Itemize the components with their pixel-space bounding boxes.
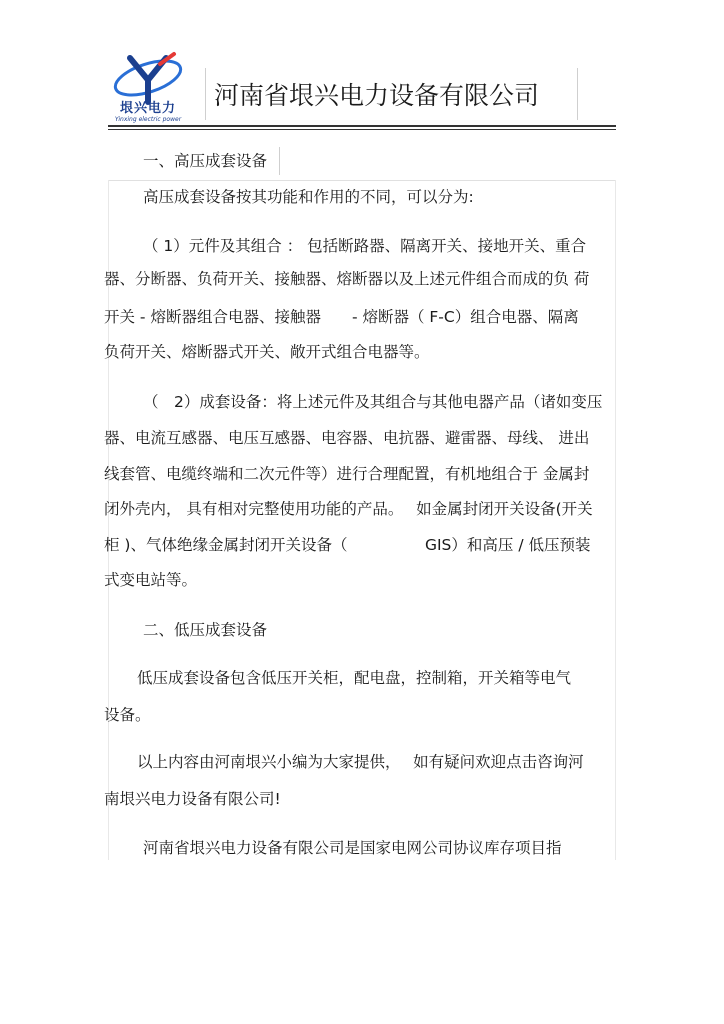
- header-rule-thin: [108, 129, 616, 130]
- content-frame-right: [615, 180, 616, 860]
- contact-line: 南垠兴电力设备有限公司!: [104, 790, 281, 808]
- item1-line: （ 1）元件及其组合 ： 包括断路器、隔离开关、接地开关、重合: [143, 237, 587, 255]
- item1-line: 负荷开关、熔断器式开关、敞开式组合电器等。: [104, 343, 430, 361]
- section2-body-line: 设备。: [104, 706, 151, 724]
- item2-line: 式变电站等。: [104, 571, 198, 589]
- header-rule-thick: [108, 125, 616, 127]
- item2-line: 线套管、电缆终端和二次元件等）进行合理配置，有机地组合于 金属封: [104, 465, 590, 483]
- company-logo: [108, 50, 188, 124]
- item2-line: 柜 )、气体绝缘金属封闭开关设备（ GIS）和高压 / 低压预装: [104, 536, 591, 554]
- item1-line: 开关 - 熔断器组合电器、接触器 - 熔断器（ F-C）组合电器、隔离: [104, 308, 579, 326]
- section2-heading: 二、低压成套设备: [143, 621, 268, 639]
- content-frame-top: [108, 180, 616, 181]
- item2-line: 闭外壳内， 具有相对完整使用功能的产品。 如金属封闭开关设备(开关: [104, 500, 593, 518]
- logo-chinese-text: 垠兴电力: [119, 101, 176, 116]
- section2-body-line: 低压成套设备包含低压开关柜，配电盘，控制箱，开关箱等电气: [137, 669, 572, 687]
- header-divider-right: [577, 68, 578, 120]
- heading-divider: [279, 147, 280, 175]
- header-divider-left: [205, 68, 206, 120]
- company-title: 河南省垠兴电力设备有限公司: [214, 81, 540, 110]
- contact-line: 以上内容由河南垠兴小编为大家提供， 如有疑问欢迎点击咨询河: [137, 753, 584, 771]
- section1-heading: 一、高压成套设备: [143, 152, 268, 170]
- logo-english-text: Yinxing electric power: [114, 116, 182, 123]
- item1-line: 器、分断器、负荷开关、接触器、熔断器以及上述元件组合而成的负 荷: [104, 270, 590, 288]
- item2-line: （ 2）成套设备：将上述元件及其组合与其他电器产品（诸如变压: [143, 393, 603, 411]
- item2-line: 器、电流互感器、电压互感器、电容器、电抗器、避雷器、母线、 进出: [104, 429, 590, 447]
- section1-intro: 高压成套设备按其功能和作用的不同，可以分为:: [143, 188, 474, 206]
- company-intro-line: 河南省垠兴电力设备有限公司是国家电网公司协议库存项目指: [143, 839, 562, 857]
